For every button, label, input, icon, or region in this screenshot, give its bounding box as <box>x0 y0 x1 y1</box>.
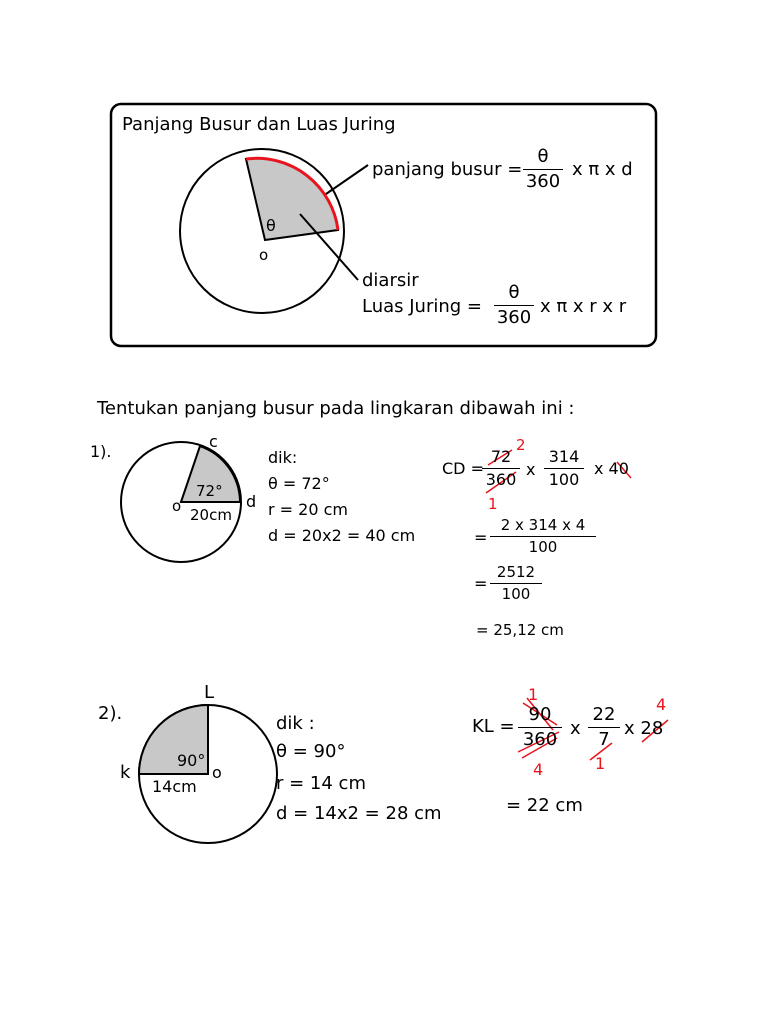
fraction-bar <box>523 169 563 170</box>
p2-frac1 <box>518 706 562 749</box>
p1-mark-bottom: 1 <box>488 495 498 513</box>
p2-mark-1b: 1 <box>595 754 606 773</box>
p1-line3-frac <box>490 565 542 602</box>
arc-formula-den: 360 <box>525 171 561 192</box>
p2-point-l: L <box>204 682 215 703</box>
p2-result: = 22 cm <box>506 795 583 816</box>
p2-given-3: d = 14x2 = 28 cm <box>276 803 442 824</box>
p2-lhs: KL = <box>472 716 515 737</box>
arc-pointer-line <box>326 165 368 194</box>
p2-given-2: r = 14 cm <box>276 773 366 794</box>
p1-lhs: CD = <box>442 459 484 478</box>
p2-mark-4b: 4 <box>656 695 667 714</box>
p2-times2: x 28 <box>624 718 664 739</box>
p1-line2-eq: = <box>474 528 488 547</box>
area-formula-label: Luas Juring = <box>362 296 483 317</box>
fraction-bar <box>518 727 562 728</box>
arc-formula-label: panjang busur = <box>372 159 523 180</box>
p1-line3-num: 2512 <box>496 563 536 581</box>
p1-line3-eq: = <box>474 574 488 593</box>
p2-radius: 14cm <box>152 777 197 796</box>
box-theta-label: θ <box>266 216 276 235</box>
p2-angle: 90° <box>177 751 206 770</box>
area-formula-rest: x π x r x r <box>540 296 627 317</box>
arc-formula-rest: x π x d <box>572 159 633 180</box>
fraction-bar <box>544 468 584 469</box>
box-center-label: o <box>259 246 269 264</box>
shaded-label: diarsir <box>362 270 419 291</box>
p2-given-0: dik : <box>276 713 315 734</box>
p2-number: 2). <box>98 703 123 724</box>
p2-times: x <box>570 718 581 739</box>
p2-point-k: k <box>120 762 131 783</box>
area-formula-num: θ <box>508 282 520 303</box>
p2-frac2-den: 7 <box>598 729 610 750</box>
arc-formula-fraction <box>523 148 563 191</box>
p1-result: = 25,12 cm <box>476 621 564 639</box>
p2-given-1: θ = 90° <box>276 741 346 762</box>
p1-times: x <box>526 460 536 479</box>
p1-center: o <box>172 497 182 515</box>
p2-mark-1: 1 <box>528 685 539 704</box>
fraction-bar <box>490 583 542 584</box>
box-title: Panjang Busur dan Luas Juring <box>122 114 396 135</box>
arc-formula-num: θ <box>537 146 549 167</box>
p1-given-1: θ = 72° <box>268 474 330 493</box>
p1-given-0: dik: <box>268 448 298 467</box>
p2-mark-4a: 4 <box>533 760 544 779</box>
p1-line2-frac <box>490 518 596 555</box>
p1-times2: x 40 <box>594 459 629 478</box>
p1-line2-den: 100 <box>528 538 558 556</box>
p1-radius: 20cm <box>190 506 232 524</box>
instruction: Tentukan panjang busur pada lingkaran dibawah ini : <box>97 398 575 419</box>
fraction-bar <box>490 536 596 537</box>
fraction-bar <box>482 468 520 469</box>
p1-given-3: d = 20x2 = 40 cm <box>268 526 416 545</box>
p2-center: o <box>212 763 222 782</box>
p1-frac2-num: 314 <box>548 447 580 466</box>
p1-line2-num: 2 x 314 x 4 <box>500 516 586 534</box>
area-formula-fraction <box>494 284 534 327</box>
p2-frac2 <box>588 706 620 749</box>
p1-line3-den: 100 <box>501 585 531 603</box>
p1-point-c: c <box>209 432 218 451</box>
p1-frac1 <box>482 449 520 488</box>
p1-point-d: d <box>246 492 257 511</box>
p1-angle: 72° <box>196 482 223 500</box>
fraction-bar <box>494 305 534 306</box>
fraction-bar <box>588 727 620 728</box>
p2-frac1-den: 360 <box>522 729 558 750</box>
area-formula-den: 360 <box>496 307 532 328</box>
p1-frac2 <box>544 449 584 488</box>
p2-frac2-num: 22 <box>592 704 616 725</box>
p1-frac2-den: 100 <box>548 470 580 489</box>
p1-frac1-den: 360 <box>485 470 517 489</box>
p1-mark-top: 2 <box>516 436 526 454</box>
p1-number: 1). <box>90 442 112 461</box>
p1-frac1-num: 72 <box>490 447 512 466</box>
p1-given-2: r = 20 cm <box>268 500 348 519</box>
p2-frac1-num: 90 <box>528 704 552 725</box>
